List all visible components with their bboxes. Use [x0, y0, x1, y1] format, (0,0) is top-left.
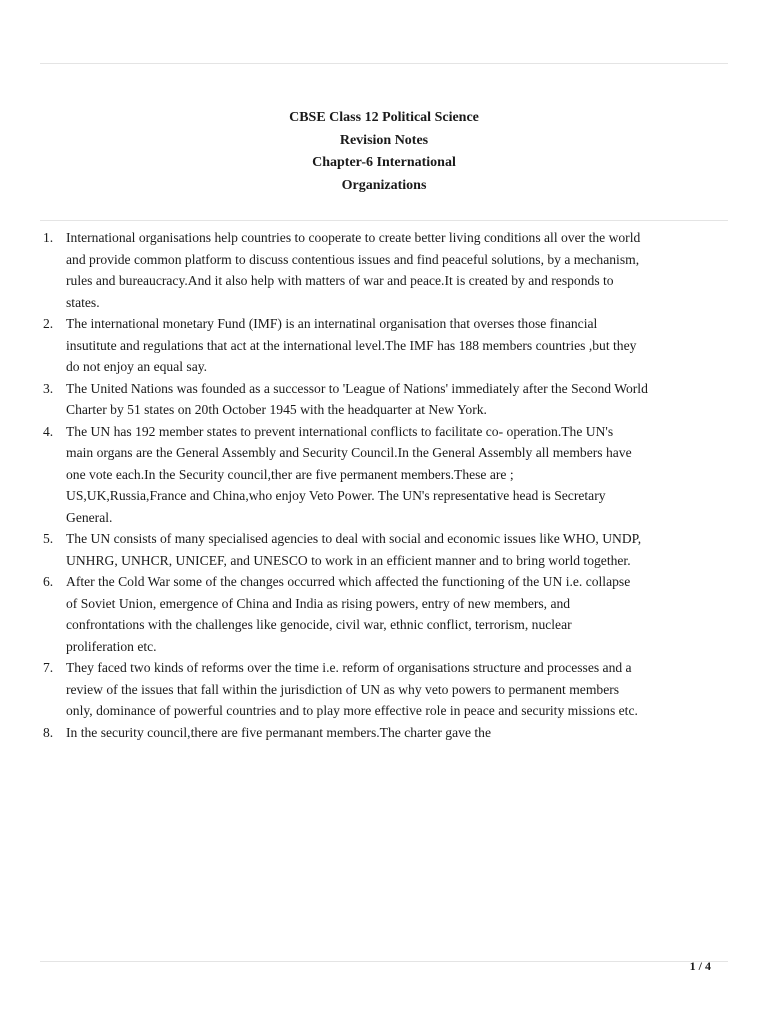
note-text-line: In the security council,there are five permanant members.The charter gave the: [66, 724, 491, 740]
list-item: [40, 378, 730, 421]
list-item: [40, 227, 730, 313]
note-text-line: The United Nations was founded as a successor to 'League of Nations' immediately after the Second World: [66, 380, 648, 396]
note-text-line: UNHRG, UNHCR, UNICEF, and UNESCO to work in an efficient manner and to bring world together.: [66, 552, 631, 568]
note-text-line: General.: [66, 509, 113, 525]
note-text-line: main organs are the General Assembly and Security Council.In the General Assembly all members have: [66, 445, 632, 460]
note-text-line: They faced two kinds of reforms over the time i.e. reform of organisations structure and processes and a: [66, 660, 632, 675]
note-text-line: states.: [66, 294, 100, 310]
title-line-3: Chapter-6 International: [312, 155, 456, 171]
title-line-2: Revision Notes: [339, 132, 429, 148]
note-text-line: The UN has 192 member states to prevent international conflicts to facilitate co- operation.The UN's: [66, 423, 614, 439]
note-text-line: do not enjoy an equal say.: [66, 359, 208, 374]
list-item: [40, 528, 730, 571]
list-item-number: 6.: [43, 574, 54, 589]
footer-divider: [40, 961, 728, 962]
note-text-line: After the Cold War some of the changes occurred which affected the functioning of the UN i.e. collapse: [66, 574, 631, 589]
note-text-line: The international monetary Fund (IMF) is an internatinal organisation that overses those financial: [66, 316, 598, 331]
note-text-line: only, dominance of powerful countries and to play more effective role in peace and security missions etc.: [66, 703, 638, 718]
list-item-number: 1.: [43, 230, 54, 245]
note-text-line: confrontations with the challenges like genocide, civil war, ethnic conflict, terrorism, nuclear: [66, 617, 572, 632]
note-text-line: The UN consists of many specialised agencies to deal with social and economic issues like WHO, UNDP,: [66, 531, 642, 546]
note-text-line: proliferation etc.: [66, 638, 157, 654]
note-text-line: review of the issues that fall within the jurisdiction of UN as why veto powers to permanent members: [66, 681, 620, 697]
list-item: [40, 421, 730, 529]
title-divider: [40, 220, 728, 221]
list-item-number: 3.: [43, 380, 54, 396]
list-item: [40, 722, 730, 744]
note-text-line: one vote each.In the Security council,ther are five permanent members.These are ;: [66, 466, 514, 482]
title-line-4: Organizations: [341, 178, 427, 194]
list-item-number: 2.: [43, 316, 54, 331]
list-item-number: 8.: [43, 724, 54, 740]
note-text-line: of Soviet Union, emergence of China and India as rising powers, entry of new members, and: [66, 595, 571, 611]
list-item: [40, 657, 730, 722]
document-title: [0, 107, 768, 198]
note-text-line: and provide common platform to discuss contentious issues and find peaceful solutions, by a mechanism,: [66, 251, 640, 267]
list-item-number: 5.: [43, 531, 54, 546]
title-line-1: CBSE Class 12 Political Science: [289, 110, 479, 125]
revision-notes-list: [40, 227, 730, 743]
note-text-line: US,UK,Russia,France and China,who enjoy Veto Power. The UN's representative head is Secretary: [66, 488, 606, 503]
note-text-line: International organisations help countries to cooperate to create better living conditions all over the world: [66, 230, 641, 245]
list-item-number: 7.: [43, 660, 54, 675]
page-number: 1 / 4: [689, 959, 711, 973]
list-item: [40, 313, 730, 378]
list-item-number: 4.: [43, 423, 54, 439]
header-divider: [40, 63, 728, 64]
note-text-line: rules and bureaucracy.And it also help with matters of war and peace.It is created by and responds to: [66, 273, 614, 288]
note-text-line: Charter by 51 states on 20th October 1945 with the headquarter at New York.: [66, 402, 487, 417]
note-text-line: insutitute and regulations that act at the international level.The IMF has 188 members countries ,but they: [66, 337, 637, 353]
list-item: [40, 571, 730, 657]
